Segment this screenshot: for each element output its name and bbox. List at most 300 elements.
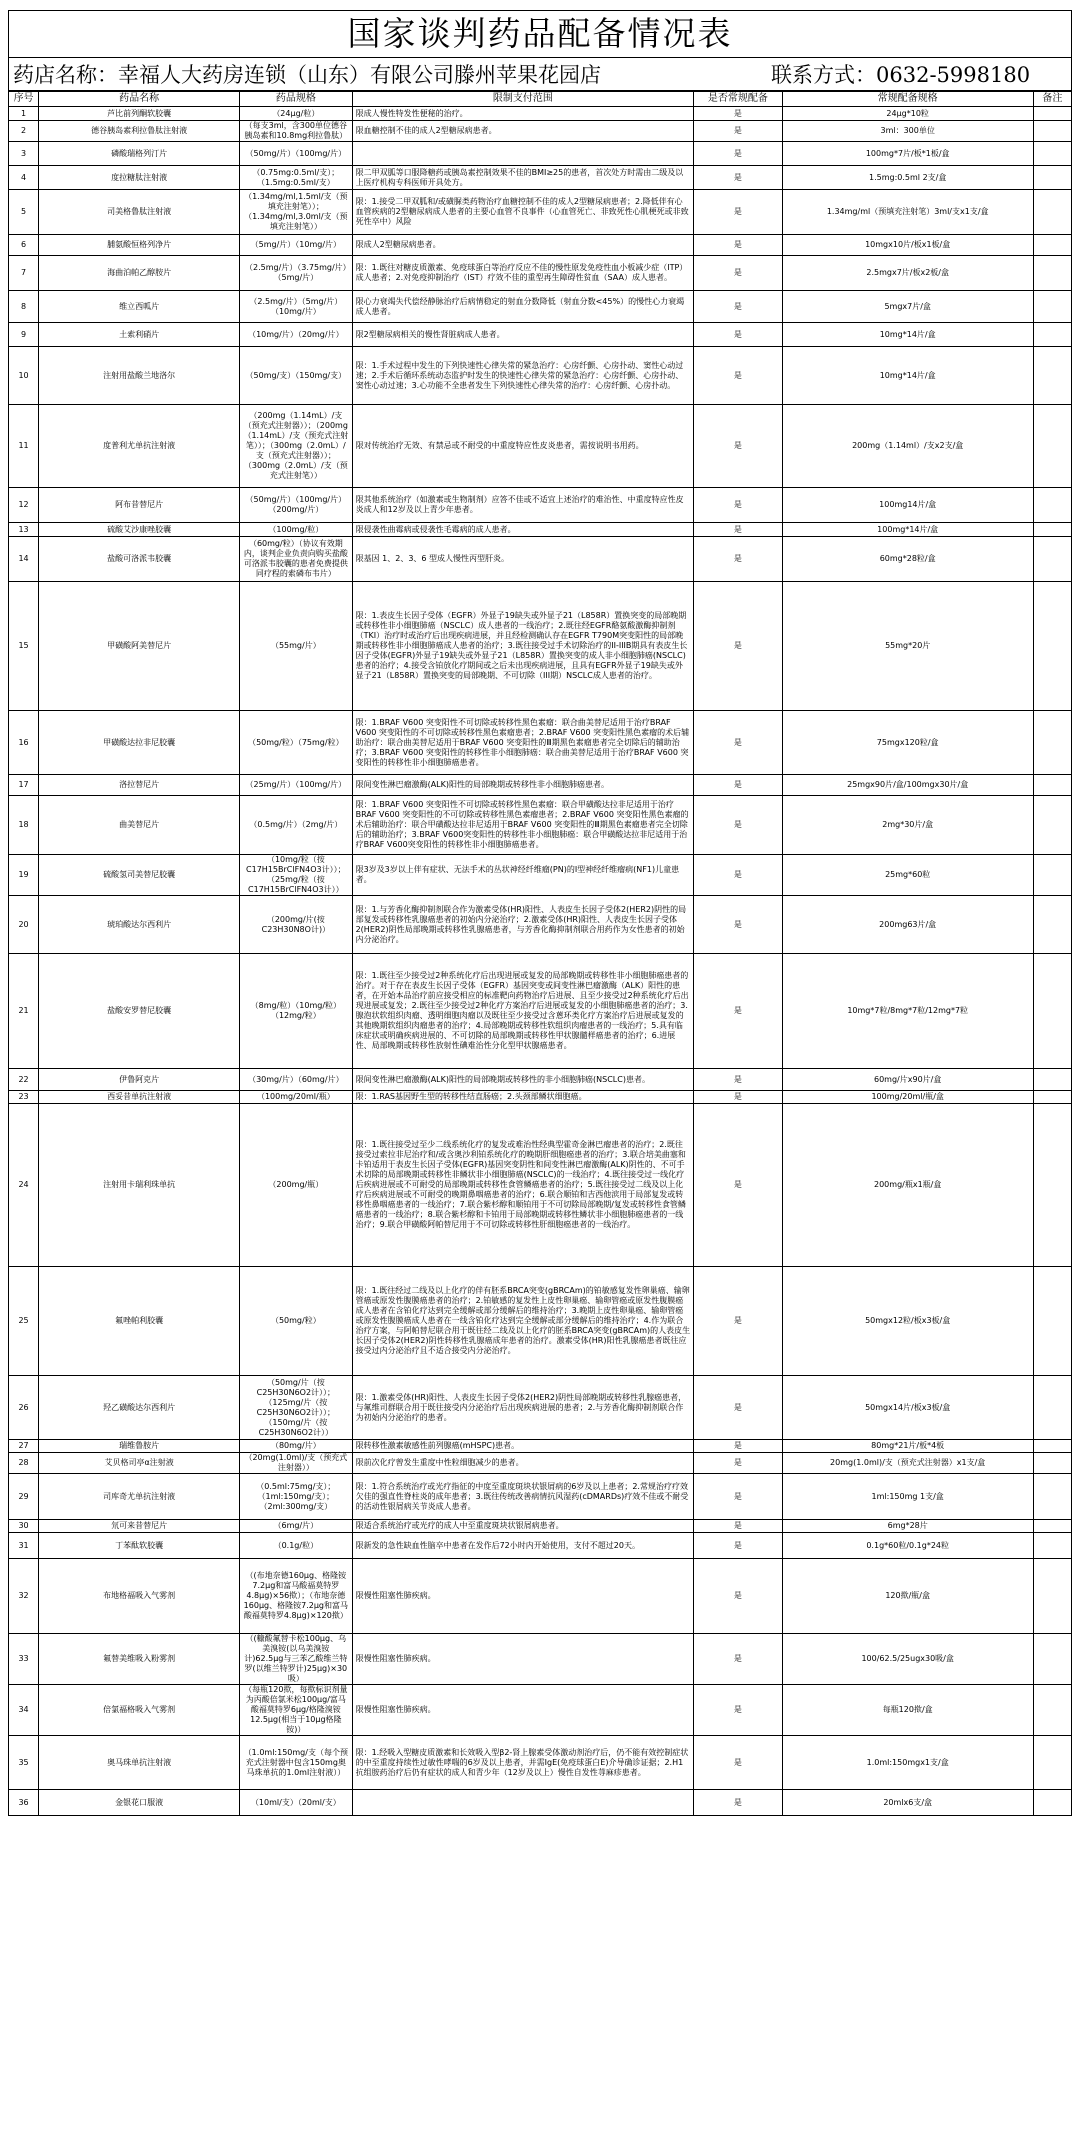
row-standard-spec: 60mg/片x90片/盒 xyxy=(782,1069,1033,1091)
row-no: 10 xyxy=(9,347,39,405)
row-drug-name: 度普利尤单抗注射液 xyxy=(39,405,240,488)
row-standard-spec: 1.34mg/ml（预填充注射笔）3ml/支x1支/盒 xyxy=(782,190,1033,235)
row-note xyxy=(1033,775,1071,796)
table-row xyxy=(9,896,1072,954)
row-no: 12 xyxy=(9,488,39,523)
contact-label: 联系方式： xyxy=(771,63,876,87)
row-spec: （200mg/瓶） xyxy=(240,1104,353,1267)
row-note xyxy=(1033,1634,1071,1685)
row-note xyxy=(1033,256,1071,291)
row-standard-spec: 100mg14片/盒 xyxy=(782,488,1033,523)
row-drug-name: 伊鲁阿克片 xyxy=(39,1069,240,1091)
row-no: 19 xyxy=(9,855,39,896)
row-required: 是 xyxy=(694,256,782,291)
row-scope: 限：1.与芳香化酶抑制剂联合作为激素受体(HR)阳性、人表皮生长因子受体2(HER2)阴性的局部复发或转移性乳腺癌患者的初始内分泌治疗；2.激素受体(HR)阳性、人表皮生长因子受体2(HER2)阴性局部晚期或转移性乳腺癌患者，与芳香化酶抑制剂联合用药作为女性患者的初始内分泌治疗。 xyxy=(352,896,694,954)
row-standard-spec: 80mg*21片/板*4板 xyxy=(782,1440,1033,1453)
row-scope: 限2型糖尿病相关的慢性肾脏病成人患者。 xyxy=(352,323,694,347)
row-standard-spec: 50mgx12粒/板x3板/盒 xyxy=(782,1267,1033,1376)
row-note xyxy=(1033,582,1071,711)
row-standard-spec: 200mg/瓶x1瓶/盒 xyxy=(782,1104,1033,1267)
row-note xyxy=(1033,166,1071,190)
row-drug-name: 注射用卡瑞利珠单抗 xyxy=(39,1104,240,1267)
row-standard-spec: 24μg*10粒 xyxy=(782,107,1033,121)
row-required: 是 xyxy=(694,142,782,166)
row-required: 是 xyxy=(694,896,782,954)
row-standard-spec: 100/62.5/25ugx30吸/盒 xyxy=(782,1634,1033,1685)
col-header-note: 备注 xyxy=(1033,92,1071,107)
row-required: 是 xyxy=(694,1559,782,1634)
row-no: 7 xyxy=(9,256,39,291)
row-no: 28 xyxy=(9,1453,39,1474)
table-row xyxy=(9,1634,1072,1685)
row-note xyxy=(1033,1559,1071,1634)
row-drug-name: 盐酸安罗替尼胶囊 xyxy=(39,954,240,1069)
row-drug-name: 芦比前列酮软胶囊 xyxy=(39,107,240,121)
row-required: 是 xyxy=(694,1453,782,1474)
row-scope: 限适合系统治疗或光疗的成人中至重度斑块状银屑病患者。 xyxy=(352,1520,694,1533)
row-no: 16 xyxy=(9,711,39,775)
table-row xyxy=(9,523,1072,537)
row-drug-name: 布地格福吸入气雾剂 xyxy=(39,1559,240,1634)
row-no: 4 xyxy=(9,166,39,190)
table-row xyxy=(9,1376,1072,1440)
table-row xyxy=(9,711,1072,775)
page-title: 国家谈判药品配备情况表 xyxy=(8,10,1072,57)
row-required: 是 xyxy=(694,855,782,896)
row-drug-name: 曲美替尼片 xyxy=(39,796,240,855)
row-scope: 限间变性淋巴瘤激酶(ALK)阳性的局部晚期或转移性的非小细胞肺癌(NSCLC)患者。 xyxy=(352,1069,694,1091)
row-drug-name: 硫酸氢司美替尼胶囊 xyxy=(39,855,240,896)
row-required: 是 xyxy=(694,1069,782,1091)
row-standard-spec: 10mg*7粒/8mg*7粒/12mg*7粒 xyxy=(782,954,1033,1069)
row-no: 22 xyxy=(9,1069,39,1091)
row-required: 是 xyxy=(694,405,782,488)
row-standard-spec: 50mgx14片/板x3板/盒 xyxy=(782,1376,1033,1440)
row-no: 18 xyxy=(9,796,39,855)
row-scope: 限：1.BRAF V600 突变阳性不可切除或转移性黑色素瘤：联合甲磺酸达拉非尼适用于治疗BRAF V600 突变阳性的不可切除或转移性黑色素瘤患者；2.BRAF V600 突变阳性黑色素瘤的术后辅助治疗：联合甲磺酸达拉非尼适用于BRAF V600 突变阳性的Ⅲ期黑色素瘤患者完全切除后的辅助治疗；3.BRAF V600突变阳性的转移性非小细胞肺癌：联合甲磺酸达拉非尼适用于治疗BRAF V600突变阳性的转移性非小细胞肺癌患者。 xyxy=(352,796,694,855)
table-row xyxy=(9,256,1072,291)
row-spec: （100mg/粒） xyxy=(240,523,353,537)
row-standard-spec: 75mgx120粒/盒 xyxy=(782,711,1033,775)
row-no: 6 xyxy=(9,235,39,256)
row-standard-spec: 20mg(1.0ml)/支（预充式注射器）x1支/盒 xyxy=(782,1453,1033,1474)
row-required: 是 xyxy=(694,523,782,537)
row-drug-name: 磷酸瑞格列汀片 xyxy=(39,142,240,166)
row-standard-spec: 1.0ml:150mgx1支/盒 xyxy=(782,1736,1033,1790)
row-required: 是 xyxy=(694,323,782,347)
col-header-required: 是否常规配备 xyxy=(694,92,782,107)
row-standard-spec: 20mlx6支/盒 xyxy=(782,1790,1033,1816)
row-standard-spec: 200mg63片/盒 xyxy=(782,896,1033,954)
row-required: 是 xyxy=(694,235,782,256)
row-required: 是 xyxy=(694,1790,782,1816)
row-required: 是 xyxy=(694,954,782,1069)
row-standard-spec: 2.5mgx7片/板x2板/盒 xyxy=(782,256,1033,291)
row-spec: （1.34mg/ml,1.5ml/支（预填充注射笔））；（1.34mg/ml,3.0ml/支（预填充注射笔）） xyxy=(240,190,353,235)
row-note xyxy=(1033,537,1071,582)
contact-phone: 0632-5998180 xyxy=(876,63,1031,87)
col-header-scope: 限制支付范围 xyxy=(352,92,694,107)
row-required: 是 xyxy=(694,1533,782,1559)
row-scope: 限3岁及3岁以上伴有症状、无法手术的丛状神经纤维瘤(PN)的Ⅰ型神经纤维瘤病(NF1)儿童患者。 xyxy=(352,855,694,896)
row-drug-name: 度拉糖肽注射液 xyxy=(39,166,240,190)
row-required: 是 xyxy=(694,775,782,796)
row-standard-spec: 0.1g*60粒/0.1g*24粒 xyxy=(782,1533,1033,1559)
row-required: 是 xyxy=(694,1440,782,1453)
table-row xyxy=(9,855,1072,896)
row-note xyxy=(1033,796,1071,855)
table-row xyxy=(9,1069,1072,1091)
row-spec: （50mg/粒）（75mg/粒） xyxy=(240,711,353,775)
row-drug-name: 洛拉替尼片 xyxy=(39,775,240,796)
row-standard-spec: 55mg*20片 xyxy=(782,582,1033,711)
row-scope: 限：1.激素受体(HR)阳性、人表皮生长因子受体2(HER2)阴性局部晚期或转移性乳腺癌患者，与氟维司群联合用于既往接受内分泌治疗后出现疾病进展的患者；2.与芳香化酶抑制剂联合作为初始内分泌治疗的患者。 xyxy=(352,1376,694,1440)
table-body xyxy=(9,107,1072,1816)
row-scope: 限二甲双胍等口服降糖药或胰岛素控制效果不佳的BMI≥25的患者，首次处方时需由二级及以上医疗机构专科医师开具处方。 xyxy=(352,166,694,190)
row-spec: （50mg/支）（150mg/支） xyxy=(240,347,353,405)
row-note xyxy=(1033,1453,1071,1474)
row-standard-spec: 5mgx7片/盒 xyxy=(782,291,1033,323)
row-no: 27 xyxy=(9,1440,39,1453)
row-note xyxy=(1033,1376,1071,1440)
row-spec: （200mg/片(按C23H30N8O计)） xyxy=(240,896,353,954)
row-note xyxy=(1033,896,1071,954)
row-spec: （50mg/片）（100mg/片）（200mg/片） xyxy=(240,488,353,523)
table-row xyxy=(9,1520,1072,1533)
row-note xyxy=(1033,291,1071,323)
row-scope: 限慢性阻塞性肺疾病。 xyxy=(352,1685,694,1736)
row-standard-spec: 每瓶120揿/盒 xyxy=(782,1685,1033,1736)
table-row xyxy=(9,347,1072,405)
row-note xyxy=(1033,142,1071,166)
row-scope: 限心力衰竭失代偿经静脉治疗后病情稳定的射血分数降低（射血分数<45%）的慢性心力衰竭成人患者。 xyxy=(352,291,694,323)
row-scope: 限：1.经吸入型糖皮质激素和长效吸入型β2-肾上腺素受体激动剂治疗后，仍不能有效控制症状的中至重度持续性过敏性哮喘的6岁及以上患者，并需IgE(免疫球蛋白E)介导确诊证据；2.H1抗组胺药治疗后仍有症状的成人和青少年（12岁及以上）慢性自发性荨麻疹患者。 xyxy=(352,1736,694,1790)
row-standard-spec: 25mgx90片/盒/100mgx30片/盒 xyxy=(782,775,1033,796)
row-spec: （10ml/支）（20ml/支） xyxy=(240,1790,353,1816)
row-drug-name: 艾贝格司亭α注射液 xyxy=(39,1453,240,1474)
table-row xyxy=(9,1685,1072,1736)
row-scope: 限成人慢性特发性便秘的治疗。 xyxy=(352,107,694,121)
row-drug-name: 司库奇尤单抗注射液 xyxy=(39,1474,240,1520)
table-row xyxy=(9,796,1072,855)
row-note xyxy=(1033,1533,1071,1559)
table-row xyxy=(9,582,1072,711)
row-standard-spec: 10mgx10片/板x1板/盒 xyxy=(782,235,1033,256)
row-note xyxy=(1033,405,1071,488)
row-required: 是 xyxy=(694,190,782,235)
table-row xyxy=(9,1091,1072,1104)
row-required: 是 xyxy=(694,121,782,142)
table-row xyxy=(9,166,1072,190)
row-spec: （0.75mg:0.5ml/支）；（1.5mg:0.5ml/支） xyxy=(240,166,353,190)
row-spec: （100mg/20ml/瓶） xyxy=(240,1091,353,1104)
row-scope: 限成人2型糖尿病患者。 xyxy=(352,235,694,256)
row-no: 30 xyxy=(9,1520,39,1533)
pharmacy-label: 药店名称： xyxy=(13,63,118,87)
row-drug-name: 土索利硝片 xyxy=(39,323,240,347)
row-scope: 限基因 1、2、3、6 型成人慢性丙型肝炎。 xyxy=(352,537,694,582)
row-note xyxy=(1033,711,1071,775)
row-spec: （50mg/片（按C25H30N6O2计））；（125mg/片（按C25H30N6O2计））；（150mg/片（按C25H30N6O2计）） xyxy=(240,1376,353,1440)
row-no: 15 xyxy=(9,582,39,711)
row-spec: （1.0ml:150mg/支（每个预充式注射器中包含150mg奥马珠单抗的1.0ml注射液）） xyxy=(240,1736,353,1790)
row-required: 是 xyxy=(694,347,782,405)
row-drug-name: 硫酸艾沙康唑胶囊 xyxy=(39,523,240,537)
row-drug-name: 瑞维鲁胺片 xyxy=(39,1440,240,1453)
row-scope: 限间变性淋巴瘤激酶(ALK)阳性的局部晚期或转移性非小细胞肺癌患者。 xyxy=(352,775,694,796)
row-required: 是 xyxy=(694,711,782,775)
row-note xyxy=(1033,1520,1071,1533)
row-no: 1 xyxy=(9,107,39,121)
row-scope xyxy=(352,142,694,166)
row-spec: （60mg/粒）（协议有效期内，谈判企业负责向购买盐酸可洛派韦胶囊的患者免费提供同疗程的索磷布韦片） xyxy=(240,537,353,582)
row-standard-spec: 6mg*28片 xyxy=(782,1520,1033,1533)
row-note xyxy=(1033,954,1071,1069)
row-note xyxy=(1033,107,1071,121)
row-no: 9 xyxy=(9,323,39,347)
col-header-no: 序号 xyxy=(9,92,39,107)
row-required: 是 xyxy=(694,1104,782,1267)
row-note xyxy=(1033,1104,1071,1267)
drug-table xyxy=(8,91,1072,1816)
row-standard-spec: 200mg（1.14ml）/支x2支/盒 xyxy=(782,405,1033,488)
row-required: 是 xyxy=(694,537,782,582)
row-scope: 限：1.表皮生长因子受体（EGFR）外显子19缺失或外显子21（L858R）置换突变的局部晚期或转移性非小细胞肺癌（NSCLC）成人患者的一线治疗；2.既往经EGFR酪氨酸激酶抑制剂（TKI）治疗时或治疗后出现疾病进展，并且经检测确认存在EGFR T790M突变阳性的局部晚期或转移性非小细胞肺癌成人患者的治疗；3.既往接受过手术切除治疗的II-IIIB期具有表皮生长因子受体(EGFR)外显子19缺失或外显子21（L858R）置换突变的成人非小细胞肺癌(NSCLC)患者的治疗；4.接受含铂放化疗期间或之后未出现疾病进展，且具有EGFR外显子19缺失或外显子21（L858R）置换突变的局部晚期、不可切除（III期）NSCLC成人患者的治疗。 xyxy=(352,582,694,711)
row-note xyxy=(1033,347,1071,405)
table-row xyxy=(9,1533,1072,1559)
row-no: 13 xyxy=(9,523,39,537)
table-row xyxy=(9,488,1072,523)
row-drug-name: 海曲泊帕乙醇胺片 xyxy=(39,256,240,291)
row-note xyxy=(1033,1790,1071,1816)
row-spec: （0.1g/粒） xyxy=(240,1533,353,1559)
table-row xyxy=(9,1453,1072,1474)
table-row xyxy=(9,142,1072,166)
row-no: 3 xyxy=(9,142,39,166)
row-drug-name: 丁苯酞软胶囊 xyxy=(39,1533,240,1559)
row-required: 是 xyxy=(694,1091,782,1104)
row-spec: （30mg/片）（60mg/片） xyxy=(240,1069,353,1091)
row-drug-name: 奥马珠单抗注射液 xyxy=(39,1736,240,1790)
row-standard-spec: 10mg*14片/盒 xyxy=(782,323,1033,347)
row-standard-spec: 1.5mg:0.5ml 2支/盒 xyxy=(782,166,1033,190)
row-no: 24 xyxy=(9,1104,39,1267)
row-note xyxy=(1033,855,1071,896)
row-standard-spec: 25mg*60粒 xyxy=(782,855,1033,896)
row-scope: 限转移性激素敏感性前列腺癌(mHSPC)患者。 xyxy=(352,1440,694,1453)
row-standard-spec: 60mg*28粒/盒 xyxy=(782,537,1033,582)
row-no: 2 xyxy=(9,121,39,142)
row-spec: （2.5mg/片）（3.75mg/片）（5mg/片） xyxy=(240,256,353,291)
row-required: 是 xyxy=(694,582,782,711)
row-no: 14 xyxy=(9,537,39,582)
row-no: 25 xyxy=(9,1267,39,1376)
row-drug-name: 脯氨酸恒格列净片 xyxy=(39,235,240,256)
row-spec: （10mg/粒（按C17H15BrClFN4O3计））；（25mg/粒（按C17H15BrClFN4O3计）） xyxy=(240,855,353,896)
row-spec: （80mg/片） xyxy=(240,1440,353,1453)
table-row xyxy=(9,1559,1072,1634)
row-scope: 限：1.RAS基因野生型的转移性结直肠癌；2.头颈部鳞状细胞癌。 xyxy=(352,1091,694,1104)
row-standard-spec: 1ml:150mg 1支/盒 xyxy=(782,1474,1033,1520)
row-no: 29 xyxy=(9,1474,39,1520)
table-row xyxy=(9,537,1072,582)
row-note xyxy=(1033,1685,1071,1736)
row-no: 26 xyxy=(9,1376,39,1440)
row-scope: 限慢性阻塞性肺疾病。 xyxy=(352,1559,694,1634)
row-no: 11 xyxy=(9,405,39,488)
row-note xyxy=(1033,523,1071,537)
row-scope: 限侵袭性曲霉病或侵袭性毛霉病的成人患者。 xyxy=(352,523,694,537)
col-header-name: 药品名称 xyxy=(39,92,240,107)
row-spec: （55mg/片） xyxy=(240,582,353,711)
row-drug-name: 甲磺酸阿美替尼片 xyxy=(39,582,240,711)
row-note xyxy=(1033,190,1071,235)
row-drug-name: 注射用盐酸兰地洛尔 xyxy=(39,347,240,405)
table-header xyxy=(9,92,1072,107)
row-scope: 限其他系统治疗（如激素或生物制剂）应答不佳或不适宜上述治疗的难治性、中重度特应性皮炎成人和12岁及以上青少年患者。 xyxy=(352,488,694,523)
row-note xyxy=(1033,1267,1071,1376)
row-no: 17 xyxy=(9,775,39,796)
row-required: 是 xyxy=(694,488,782,523)
row-drug-name: 司美格鲁肽注射液 xyxy=(39,190,240,235)
table-row xyxy=(9,1440,1072,1453)
row-spec: （50mg/片）（100mg/片） xyxy=(240,142,353,166)
row-scope: 限：1.既往接受过至少二线系统化疗的复发或难治性经典型霍奇金淋巴瘤患者的治疗；2.既往接受过索拉非尼治疗和/或含奥沙利铂系统化疗的晚期肝细胞癌患者的治疗；3.联合培美曲塞和卡铂适用于表皮生长因子受体(EGFR)基因突变阴性和间变性淋巴瘤激酶(ALK)阴性的、不可手术切除的局部晚期或转移性非鳞状非小细胞肺癌(NSCLC)的一线治疗；4.既往接受过一线化疗后疾病进展或不可耐受的局部晚期或转移性食管鳞癌患者的治疗；5.既往接受过二线及以上化疗后疾病进展或不可耐受的晚期鼻咽癌患者的治疗；6.联合顺铂和吉西他滨用于局部复发或转移性鼻咽癌患者的一线治疗；7.联合紫杉醇和顺铂用于不可切除局部晚期/复发或转移性食管鳞癌患者的一线治疗；8.联合紫杉醇和卡铂用于局部晚期或转移性鳞状非小细胞肺癌患者的一线治疗；9.联合甲磺酸阿帕替尼用于不可切除或转移性肝细胞癌患者的一线治疗。 xyxy=(352,1104,694,1267)
row-drug-name: 琥珀酸达尔西利片 xyxy=(39,896,240,954)
row-no: 35 xyxy=(9,1736,39,1790)
contact-info xyxy=(771,59,1071,89)
row-required: 是 xyxy=(694,1685,782,1736)
row-standard-spec: 3ml：300单位 xyxy=(782,121,1033,142)
row-no: 21 xyxy=(9,954,39,1069)
row-note xyxy=(1033,235,1071,256)
row-standard-spec: 100mg*7片/板*1板/盒 xyxy=(782,142,1033,166)
row-required: 是 xyxy=(694,1520,782,1533)
row-spec: （24μg/粒） xyxy=(240,107,353,121)
row-spec: （0.5mg/片）（2mg/片） xyxy=(240,796,353,855)
row-scope: 限：1.BRAF V600 突变阳性不可切除或转移性黑色素瘤：联合曲美替尼适用于治疗BRAF V600 突变阳性的不可切除或转移性黑色素瘤患者；2.BRAF V600 突变阳性黑色素瘤的术后辅助治疗：联合曲美替尼适用于BRAF V600 突变阳性的Ⅲ期黑色素瘤患者完全切除后的辅助治疗；3.BRAF V600 突变阳性的转移性非小细胞肺癌：联合曲美替尼适用于治疗BRAF V600 突变阳性的转移性非小细胞肺癌患者。 xyxy=(352,711,694,775)
row-scope: 限对传统治疗无效、有禁忌或不耐受的中重度特应性皮炎患者，需按说明书用药。 xyxy=(352,405,694,488)
row-standard-spec: 10mg*14片/盒 xyxy=(782,347,1033,405)
row-scope: 限：1.接受二甲双胍和/或磺脲类药物治疗血糖控制不佳的成人2型糖尿病患者；2.降低伴有心血管疾病的2型糖尿病成人患者的主要心血管不良事件（心血管死亡、非致死性心肌梗死或非致死性卒中）风险 xyxy=(352,190,694,235)
table-row xyxy=(9,291,1072,323)
row-spec: （5mg/片）（10mg/片） xyxy=(240,235,353,256)
row-no: 36 xyxy=(9,1790,39,1816)
row-note xyxy=(1033,1091,1071,1104)
row-scope: 限新发的急性缺血性脑卒中患者在发作后72小时内开始使用，支付不超过20天。 xyxy=(352,1533,694,1559)
row-scope: 限血糖控制不佳的成人2型糖尿病患者。 xyxy=(352,121,694,142)
row-drug-name: 盐酸可洛派韦胶囊 xyxy=(39,537,240,582)
row-no: 5 xyxy=(9,190,39,235)
row-scope: 限：1.手术过程中发生的下列快速性心律失常的紧急治疗：心房纤颤、心房扑动、窦性心动过速；2.手术后循环系统动态监护时发生的快速性心律失常的紧急治疗：心房纤颤、心房扑动、窦性心动过速；3.心功能不全患者发生下列快速性心律失常的治疗：心房纤颤、心房扑动。 xyxy=(352,347,694,405)
row-note xyxy=(1033,323,1071,347)
row-required: 是 xyxy=(694,796,782,855)
table-row xyxy=(9,107,1072,121)
row-drug-name: 氘可来昔替尼片 xyxy=(39,1520,240,1533)
row-spec: （20mg(1.0ml)/支（预充式注射器）） xyxy=(240,1453,353,1474)
row-drug-name: 倍氯福格吸入气雾剂 xyxy=(39,1685,240,1736)
row-spec: （25mg/片）（100mg/片） xyxy=(240,775,353,796)
table-row xyxy=(9,1474,1072,1520)
row-no: 8 xyxy=(9,291,39,323)
row-drug-name: 西妥昔单抗注射液 xyxy=(39,1091,240,1104)
row-spec: （(布地奈德160μg、格隆铵7.2μg和富马酸福莫特罗4.8μg)×56揿）；（布地奈德160μg、格隆铵7.2μg和富马酸福莫特罗4.8μg)×120揿） xyxy=(240,1559,353,1634)
pharmacy-info xyxy=(9,59,771,89)
row-scope: 限：1.既往对糖皮质激素、免疫球蛋白等治疗反应不佳的慢性原发免疫性血小板减少症（ITP）成人患者；2.对免疫抑制治疗（IST）疗效不佳的重型再生障碍性贫血（SAA）成人患者。 xyxy=(352,256,694,291)
row-scope: 限前次化疗曾发生重度中性粒细胞减少的患者。 xyxy=(352,1453,694,1474)
row-note xyxy=(1033,1069,1071,1091)
row-no: 33 xyxy=(9,1634,39,1685)
row-required: 是 xyxy=(694,1736,782,1790)
row-spec: （2.5mg/片）（5mg/片）（10mg/片） xyxy=(240,291,353,323)
row-spec: （每瓶120揿，每揿标识剂量为丙酸倍氯米松100μg/富马酸福莫特罗6μg/格隆溴铵12.5μg(相当于10μg格隆铵)） xyxy=(240,1685,353,1736)
table-row xyxy=(9,1267,1072,1376)
row-spec: （50mg/粒） xyxy=(240,1267,353,1376)
table-row xyxy=(9,1790,1072,1816)
row-spec: （每支3ml，含300单位德谷胰岛素和10.8mg利拉鲁肽） xyxy=(240,121,353,142)
row-note xyxy=(1033,121,1071,142)
row-drug-name: 维立西呱片 xyxy=(39,291,240,323)
row-drug-name: 羟乙磺酸达尔西利片 xyxy=(39,1376,240,1440)
row-note xyxy=(1033,488,1071,523)
row-scope: 限：1.既往至少接受过2种系统化疗后出现进展或复发的局部晚期或转移性非小细胞肺癌患者的治疗。对于存在表皮生长因子受体（EGFR）基因突变或间变性淋巴瘤激酶（ALK）阳性的患者，在开始本品治疗前应接受相应的标准靶向药物治疗后进展、且至少接受过2种系统化疗后出现进展或复发；2.既往至少接受过2种化疗方案治疗后进展或复发的小细胞肺癌患者的治疗；3.腺泡状软组织肉瘤、透明细胞肉瘤以及既往至少接受过含蒽环类化疗方案治疗后进展或复发的其他晚期软组织肉瘤患者的治疗；4.局部晚期或转移性软组织肉瘤患者的一线治疗；5.具有临床症状或明确疾病进展的、不可切除的局部晚期或转移性甲状腺髓样癌患者的治疗；6.进展性、局部晚期或转移性放射性碘难治性分化型甲状腺癌患者。 xyxy=(352,954,694,1069)
row-spec: （10mg/片）（20mg/片） xyxy=(240,323,353,347)
row-no: 31 xyxy=(9,1533,39,1559)
row-required: 是 xyxy=(694,1474,782,1520)
table-row xyxy=(9,190,1072,235)
pharmacy-name: 幸福人大药房连锁（山东）有限公司滕州苹果花园店 xyxy=(118,63,601,87)
row-drug-name: 甲磺酸达拉非尼胶囊 xyxy=(39,711,240,775)
row-note xyxy=(1033,1474,1071,1520)
row-drug-name: 氟唑帕利胶囊 xyxy=(39,1267,240,1376)
col-header-spec: 药品规格 xyxy=(240,92,353,107)
row-no: 23 xyxy=(9,1091,39,1104)
row-required: 是 xyxy=(694,1267,782,1376)
row-spec: （8mg/粒）（10mg/粒）（12mg/粒） xyxy=(240,954,353,1069)
row-drug-name: 阿布昔替尼片 xyxy=(39,488,240,523)
row-standard-spec: 100mg*14片/盒 xyxy=(782,523,1033,537)
row-spec: （6mg/片） xyxy=(240,1520,353,1533)
table-row xyxy=(9,954,1072,1069)
table-row xyxy=(9,235,1072,256)
table-row xyxy=(9,1104,1072,1267)
row-standard-spec: 100mg/20ml/瓶/盒 xyxy=(782,1091,1033,1104)
table-row xyxy=(9,323,1072,347)
row-required: 是 xyxy=(694,107,782,121)
info-bar xyxy=(8,57,1072,91)
row-spec: （200mg（1.14mL）/支（预充式注射器））；（200mg（1.14mL）/支（预充式注射笔））；（300mg（2.0mL）/支（预充式注射器））；（300mg（2.0mL）/支（预充式注射笔）） xyxy=(240,405,353,488)
row-no: 32 xyxy=(9,1559,39,1634)
row-scope: 限：1.既往经过二线及以上化疗的伴有胚系BRCA突变(gBRCAm)的铂敏感复发性卵巢癌、输卵管癌或原发性腹膜癌患者的治疗；2.铂敏感的复发性上皮性卵巢癌、输卵管癌或原发性腹膜癌成人患者在含铂化疗达到完全缓解或部分缓解后的维持治疗；3.晚期上皮性卵巢癌、输卵管癌或原发性腹膜癌成人患者在一线含铂化疗达到完全缓解或部分缓解后的维持治疗；4.作为联合治疗方案，与阿帕替尼联合用于既往经二线及以上化疗的胚系BRCA突变(gBRCAm)的人表皮生长因子受体2(HER2)阴性转移性乳腺癌成年患者的治疗。激素受体(HR)阳性乳腺癌患者既往应接受过内分泌治疗且不适合接受内分泌治疗。 xyxy=(352,1267,694,1376)
row-drug-name: 德谷胰岛素利拉鲁肽注射液 xyxy=(39,121,240,142)
row-scope: 限慢性阻塞性肺疾病。 xyxy=(352,1634,694,1685)
table-row xyxy=(9,1736,1072,1790)
row-no: 20 xyxy=(9,896,39,954)
row-no: 34 xyxy=(9,1685,39,1736)
col-header-standard: 常规配备规格 xyxy=(782,92,1033,107)
row-note xyxy=(1033,1440,1071,1453)
row-required: 是 xyxy=(694,166,782,190)
row-drug-name: 金银花口服液 xyxy=(39,1790,240,1816)
row-spec: （0.5ml:75mg/支）；（1ml:150mg/支）；（2ml:300mg/支） xyxy=(240,1474,353,1520)
row-scope: 限：1.符合系统治疗或光疗指征的中度至重度斑块状银屑病的6岁及以上患者；2.常规治疗疗效欠佳的强直性脊柱炎的成年患者；3.既往传统改善病情抗风湿药(cDMARDs)疗效不佳或不耐受的活动性银屑病关节炎成人患者。 xyxy=(352,1474,694,1520)
table-row xyxy=(9,775,1072,796)
table-row xyxy=(9,405,1072,488)
row-standard-spec: 2mg*30片/盒 xyxy=(782,796,1033,855)
row-spec: （(糠酸氟替卡松100μg、乌美溴铵(以乌美溴铵计)62.5μg与三苯乙酸维兰特罗(以维兰特罗计)25μg)×30吸） xyxy=(240,1634,353,1685)
row-drug-name: 氟替美维吸入粉雾剂 xyxy=(39,1634,240,1685)
table-row xyxy=(9,121,1072,142)
